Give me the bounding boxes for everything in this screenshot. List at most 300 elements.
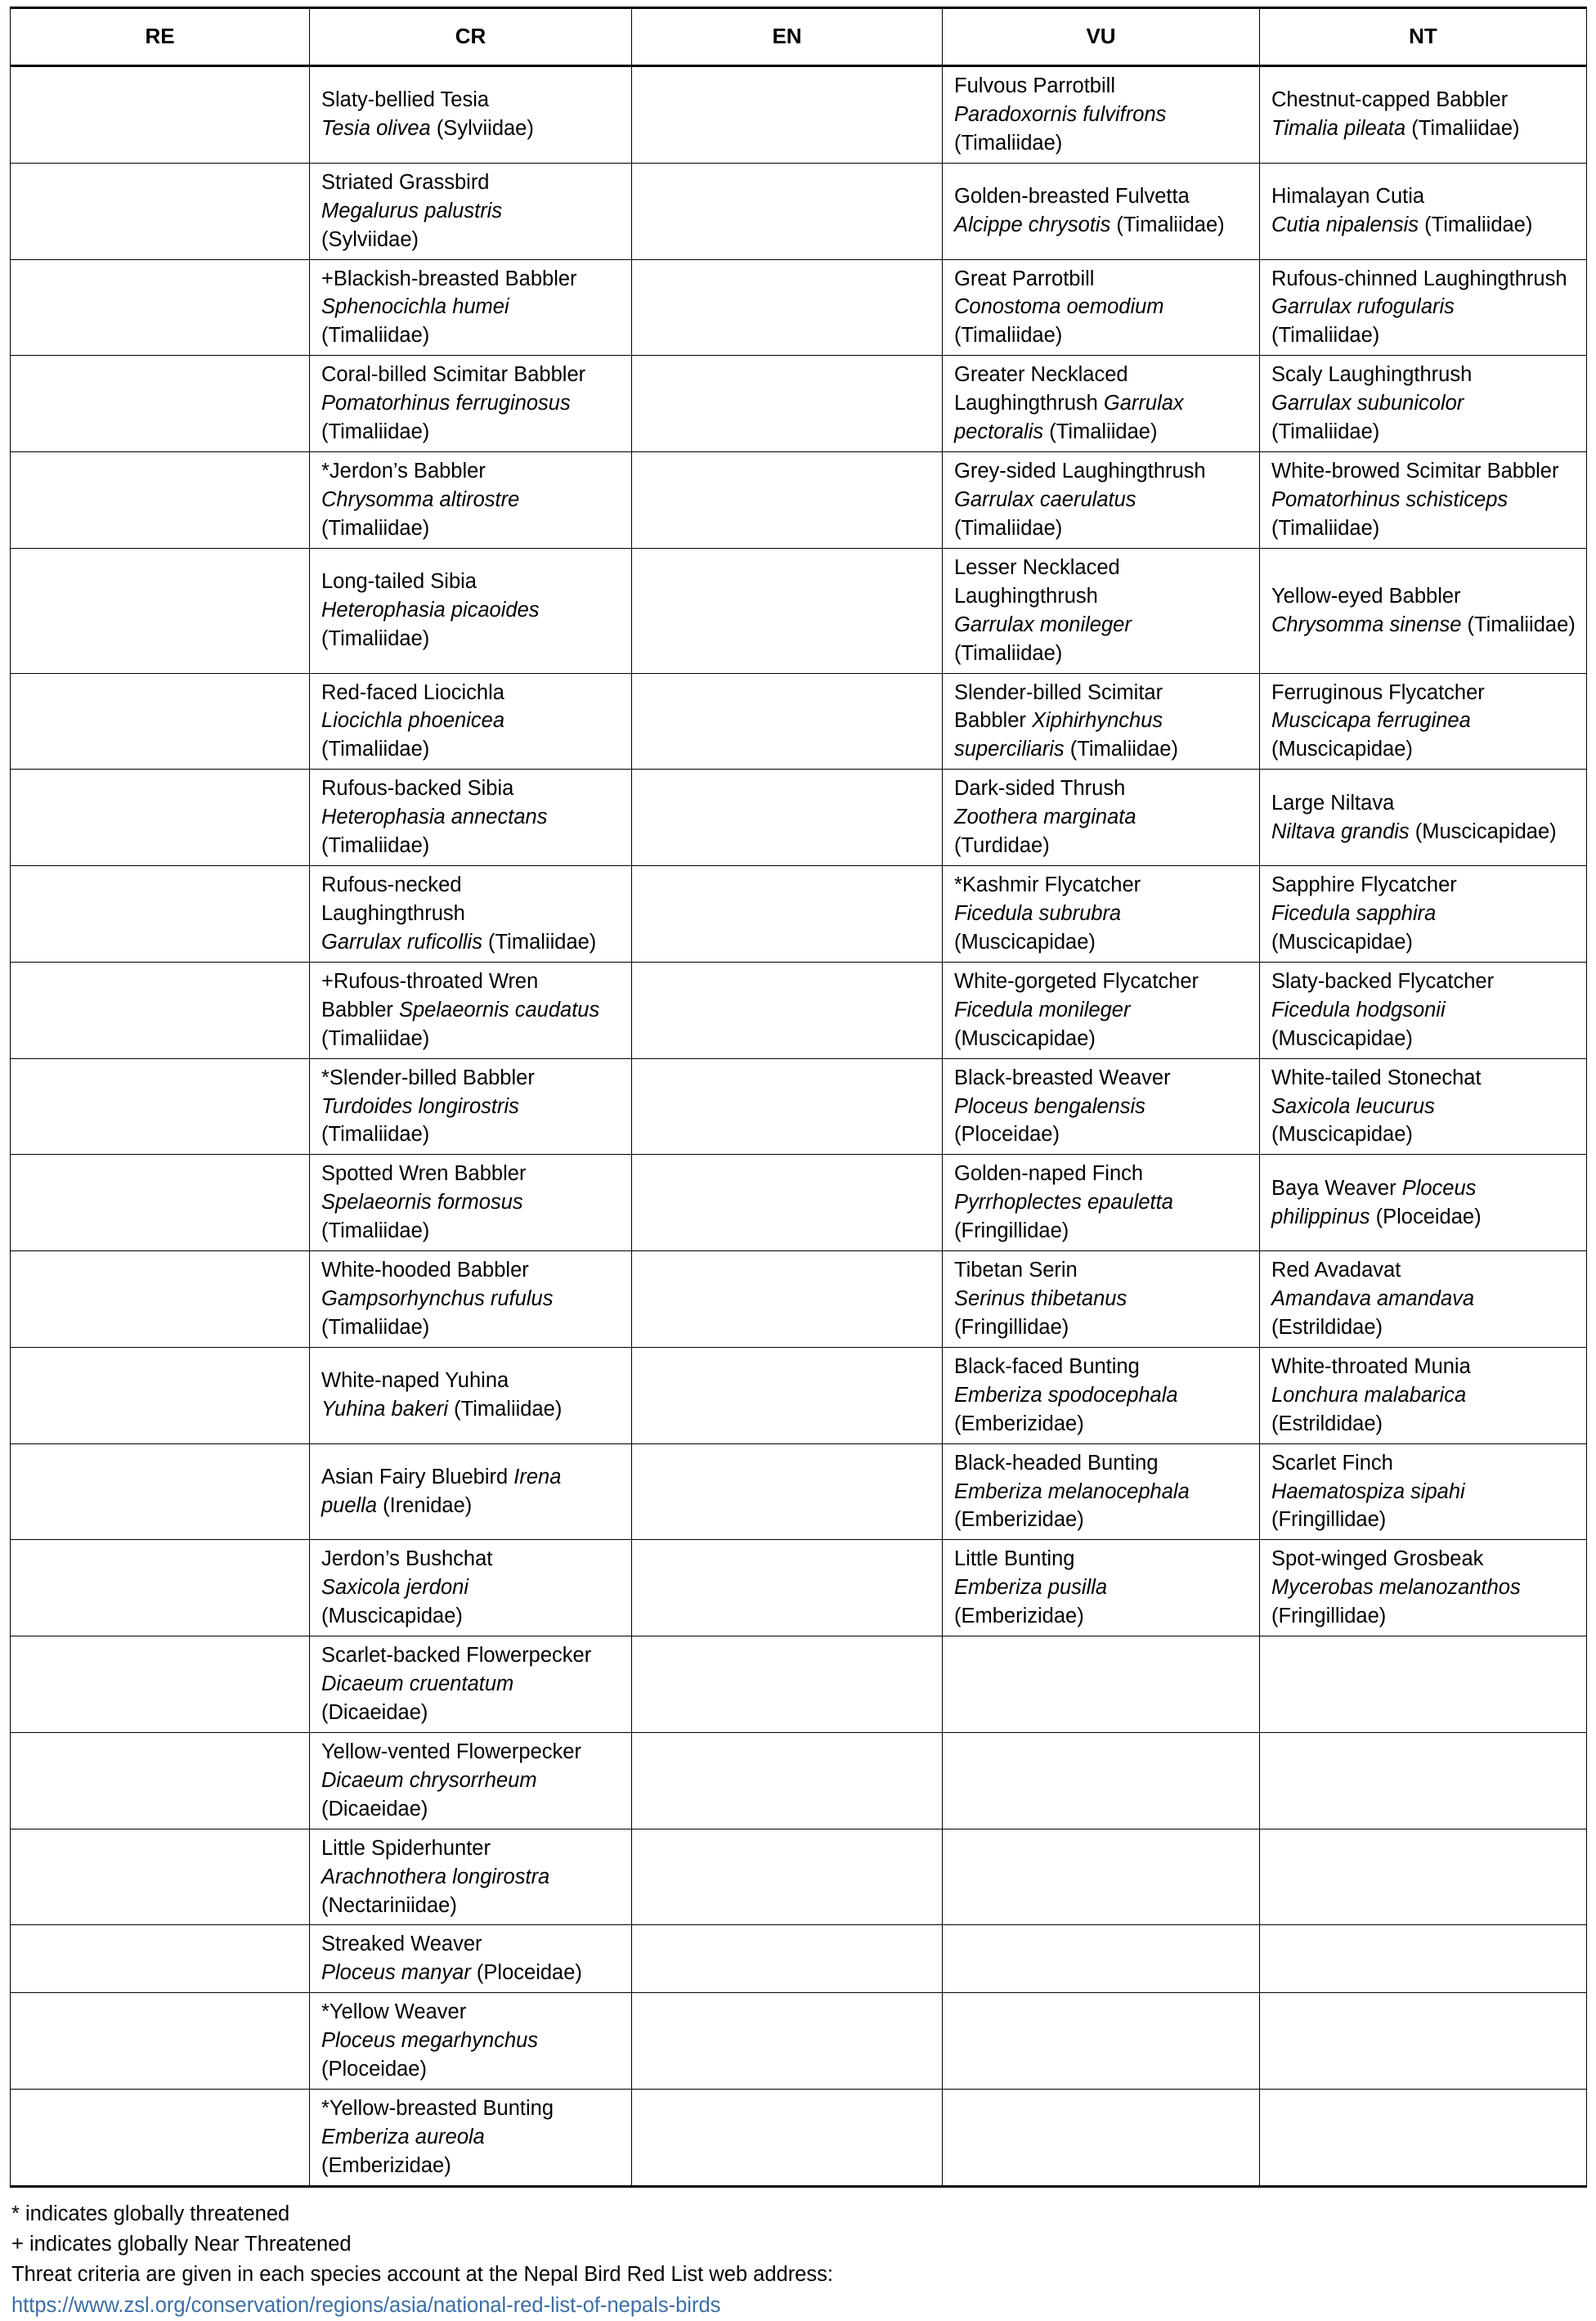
species-entry xyxy=(954,1160,1249,1246)
species-line xyxy=(1271,789,1576,818)
species-line xyxy=(1271,1449,1576,1478)
common-name-text: *Yellow Weaver xyxy=(321,2000,467,2024)
cell-vu xyxy=(943,2090,1260,2187)
species-line xyxy=(1271,1410,1576,1439)
common-name-text: Rufous-backed Sibia xyxy=(321,777,514,801)
species-line xyxy=(954,514,1249,543)
species-entry xyxy=(321,1160,621,1246)
cell-re xyxy=(11,1443,310,1540)
scientific-name: Emberiza pusilla xyxy=(954,1576,1108,1600)
species-line xyxy=(1271,486,1576,514)
common-name-text: Great Parrotbill xyxy=(954,267,1095,290)
species-line xyxy=(954,101,1249,129)
common-name-text: Spotted Wren Babbler xyxy=(321,1162,527,1186)
species-line xyxy=(954,1064,1249,1093)
common-name-text: (Timaliidae) xyxy=(321,738,430,761)
species-line xyxy=(1271,871,1576,900)
species-line xyxy=(954,832,1249,860)
species-entry xyxy=(321,2094,621,2180)
cell-re xyxy=(11,1155,310,1251)
species-entry xyxy=(1271,967,1576,1053)
species-line xyxy=(321,2152,621,2180)
common-name-text: (Timaliidae) xyxy=(1271,516,1380,540)
common-name-text: Laughingthrush xyxy=(954,584,1098,608)
common-name-text: Dark-sided Thrush xyxy=(954,777,1126,801)
scientific-name: Dicaeum chrysorrheum xyxy=(321,1768,537,1792)
scientific-name: Ficedula sapphira xyxy=(1271,901,1437,925)
scientific-name: Ploceus manyar xyxy=(321,1961,471,1985)
species-entry xyxy=(321,967,621,1053)
common-name-text: White-tailed Stonechat xyxy=(1271,1066,1482,1089)
scientific-name: Garrulax subunicolor xyxy=(1271,392,1464,415)
scientific-name: philippinus xyxy=(1271,1205,1370,1228)
species-entry xyxy=(1271,789,1576,846)
cell-re xyxy=(11,1829,310,1925)
cell-re xyxy=(11,866,310,963)
cell-re xyxy=(11,1925,310,1993)
species-entry xyxy=(321,265,621,351)
common-name-text: (Ploceidae) xyxy=(321,2058,427,2081)
species-line xyxy=(954,554,1249,582)
cell-en xyxy=(632,1443,943,1540)
species-line xyxy=(1271,1203,1576,1232)
red-list-table xyxy=(10,7,1587,2188)
table-row xyxy=(11,259,1587,356)
species-line xyxy=(954,1602,1249,1631)
species-line xyxy=(1271,418,1576,447)
nepal-bird-red-list-link[interactable]: https://www.zsl.org/conservation/regions/asia/national-red-list-of-nepals-birds xyxy=(11,2293,721,2317)
scientific-name: Alcippe chrysotis xyxy=(954,213,1111,237)
column-header-nt: NT xyxy=(1260,8,1587,66)
scientific-name: Chrysomma altirostre xyxy=(321,487,520,511)
common-name-text: (Irenidae) xyxy=(377,1494,473,1518)
species-entry xyxy=(954,72,1249,158)
cell-en xyxy=(632,2090,943,2187)
species-line xyxy=(321,226,621,254)
species-entry xyxy=(1271,1174,1576,1232)
species-line xyxy=(321,871,621,900)
cell-nt xyxy=(1260,866,1587,963)
species-entry xyxy=(321,457,621,543)
common-name-text: (Fringillidae) xyxy=(1271,1508,1387,1532)
species-line xyxy=(321,514,621,543)
species-line xyxy=(321,625,621,653)
common-name-text: Red-faced Liocichla xyxy=(321,680,504,704)
species-line xyxy=(1271,1478,1576,1506)
species-line xyxy=(1271,114,1576,143)
common-name-text: Streaked Weaver xyxy=(321,1933,482,1956)
cell-vu xyxy=(943,452,1260,549)
cell-nt xyxy=(1260,66,1587,164)
species-entry xyxy=(321,1256,621,1342)
species-line xyxy=(954,321,1249,350)
species-line xyxy=(954,182,1249,211)
cell-nt xyxy=(1260,673,1587,770)
species-line xyxy=(321,293,621,321)
species-entry xyxy=(954,871,1249,957)
scientific-name: Muscicapa ferruginea xyxy=(1271,709,1471,733)
cell-nt xyxy=(1260,1829,1587,1925)
common-name-text: Lesser Necklaced xyxy=(954,555,1120,579)
cell-vu xyxy=(943,1636,1260,1733)
species-entry xyxy=(954,967,1249,1053)
table-row xyxy=(11,1829,1587,1925)
footnote-threatened: * indicates globally threatened xyxy=(11,2202,290,2225)
scientific-name: pectoralis xyxy=(954,420,1044,444)
cell-vu xyxy=(943,1251,1260,1348)
species-line xyxy=(1271,361,1576,389)
common-name-text: Himalayan Cutia xyxy=(1271,185,1425,209)
common-name-text: *Slender-billed Babbler xyxy=(321,1066,535,1089)
species-line xyxy=(321,361,621,389)
species-line xyxy=(321,1064,621,1093)
species-entry xyxy=(321,1998,621,2084)
species-line xyxy=(1271,818,1576,846)
common-name-text: (Ploceidae) xyxy=(470,1961,582,1985)
species-line xyxy=(1271,900,1576,928)
common-name-text: (Timaliidae) xyxy=(321,420,430,444)
scientific-name: Emberiza spodocephala xyxy=(954,1383,1178,1407)
species-entry xyxy=(321,1064,621,1150)
species-line xyxy=(321,1492,621,1520)
scientific-name: Xiphirhynchus xyxy=(1031,709,1163,733)
species-line xyxy=(321,1959,621,1987)
table-row xyxy=(11,1636,1587,1733)
species-line xyxy=(321,832,621,860)
scientific-name: Irena xyxy=(513,1466,562,1489)
species-line xyxy=(1271,1120,1576,1149)
species-line xyxy=(954,1449,1249,1478)
column-header-cr: CR xyxy=(310,8,632,66)
species-line xyxy=(1271,1574,1576,1602)
scientific-name: Cutia nipalensis xyxy=(1271,213,1419,237)
species-line xyxy=(321,1285,621,1313)
common-name-text: Long-tailed Sibia xyxy=(321,570,477,594)
common-name-text: Laughingthrush xyxy=(321,901,465,925)
species-entry xyxy=(954,182,1249,240)
common-name-text: Red Avadavat xyxy=(1271,1259,1401,1282)
cell-re xyxy=(11,673,310,770)
common-name-text: Scarlet-backed Flowerpecker xyxy=(321,1644,592,1668)
cell-nt xyxy=(1260,452,1587,549)
species-line xyxy=(321,928,621,957)
scientific-name: Chrysomma sinense xyxy=(1271,613,1462,636)
footnote-threat-criteria: Threat criteria are given in each species account at the Nepal Bird Red List web address: xyxy=(11,2263,833,2287)
cell-vu xyxy=(943,1058,1260,1155)
species-entry xyxy=(954,1449,1249,1535)
species-line xyxy=(954,1506,1249,1534)
common-name-text: White-throated Munia xyxy=(1271,1354,1471,1378)
common-name-text: Coral-billed Scimitar Babbler xyxy=(321,363,586,387)
scientific-name: Pomatorhinus schisticeps xyxy=(1271,487,1509,511)
common-name-text: White-browed Scimitar Babbler xyxy=(1271,460,1559,483)
cell-en xyxy=(632,66,943,164)
cell-vu xyxy=(943,962,1260,1058)
species-entry xyxy=(1271,182,1576,240)
common-name-text: *Jerdon’s Babbler xyxy=(321,460,486,483)
scientific-name: Emberiza melanocephala xyxy=(954,1479,1190,1503)
scientific-name: Garrulax caerulatus xyxy=(954,487,1136,511)
cell-vu xyxy=(943,866,1260,963)
species-entry xyxy=(954,1064,1249,1150)
species-line xyxy=(954,928,1249,957)
species-line xyxy=(321,803,621,832)
cell-cr xyxy=(310,1058,632,1155)
species-line xyxy=(321,568,621,596)
species-line xyxy=(321,114,621,143)
scientific-name: Spelaeornis caudatus xyxy=(398,998,600,1021)
species-line xyxy=(321,1120,621,1149)
common-name-text: (Timaliidae) xyxy=(1405,117,1520,141)
table-row xyxy=(11,1347,1587,1443)
species-line xyxy=(321,1930,621,1959)
species-line xyxy=(954,1313,1249,1342)
species-line xyxy=(954,293,1249,321)
species-line xyxy=(1271,679,1576,707)
species-line xyxy=(321,1998,621,2027)
scientific-name: Conostoma oemodium xyxy=(954,295,1164,319)
cell-nt xyxy=(1260,1636,1587,1733)
species-entry xyxy=(321,361,621,447)
cell-cr xyxy=(310,1732,632,1829)
common-name-text: (Timaliidae) xyxy=(321,516,430,540)
species-line xyxy=(954,265,1249,294)
cell-vu xyxy=(943,1443,1260,1540)
species-line xyxy=(321,1574,621,1602)
species-line xyxy=(954,871,1249,900)
cell-nt xyxy=(1260,770,1587,866)
species-line xyxy=(321,1160,621,1188)
species-line xyxy=(321,1188,621,1217)
cell-nt xyxy=(1260,548,1587,673)
common-name-text: Jerdon’s Bushchat xyxy=(321,1547,493,1571)
cell-en xyxy=(632,1155,943,1251)
cell-nt xyxy=(1260,1347,1587,1443)
species-line xyxy=(954,1545,1249,1574)
species-line xyxy=(1271,514,1576,543)
cell-en xyxy=(632,356,943,452)
scientific-name: Saxicola jerdoni xyxy=(321,1576,469,1600)
cell-nt xyxy=(1260,1540,1587,1636)
species-line xyxy=(954,707,1249,735)
common-name-text: (Dicaeidae) xyxy=(321,1797,428,1820)
species-line xyxy=(321,2055,621,2084)
common-name-text: (Emberizidae) xyxy=(321,2153,451,2177)
cell-re xyxy=(11,962,310,1058)
species-line xyxy=(321,967,621,996)
species-line xyxy=(1271,321,1576,350)
common-name-text: (Fringillidae) xyxy=(954,1219,1069,1243)
species-line xyxy=(1271,293,1576,321)
common-name-text: (Timaliidae) xyxy=(1271,324,1380,348)
species-line xyxy=(321,735,621,764)
table-head xyxy=(11,8,1587,66)
table-row xyxy=(11,66,1587,164)
cell-en xyxy=(632,1925,943,1993)
cell-re xyxy=(11,1540,310,1636)
species-line xyxy=(321,1256,621,1285)
species-entry xyxy=(954,265,1249,351)
species-entry xyxy=(1271,265,1576,351)
scientific-name: Ploceus bengalensis xyxy=(954,1094,1145,1118)
table-row xyxy=(11,1925,1587,1993)
species-line xyxy=(954,129,1249,158)
cell-vu xyxy=(943,66,1260,164)
species-line xyxy=(321,679,621,707)
cell-cr xyxy=(310,452,632,549)
common-name-text: Rufous-necked xyxy=(321,873,462,897)
species-entry xyxy=(1271,361,1576,447)
cell-vu xyxy=(943,548,1260,673)
common-name-text: Laughingthrush xyxy=(954,392,1104,415)
species-line xyxy=(321,1367,621,1395)
species-line xyxy=(1271,1093,1576,1121)
species-line xyxy=(321,1602,621,1631)
common-name-text: Chestnut-capped Babbler xyxy=(1271,88,1509,112)
cell-vu xyxy=(943,1829,1260,1925)
species-line xyxy=(954,1574,1249,1602)
cell-en xyxy=(632,1829,943,1925)
scientific-name: Gampsorhynchus rufulus xyxy=(321,1287,554,1311)
species-line xyxy=(1271,211,1576,240)
scientific-name: Ficedula monileger xyxy=(954,998,1131,1021)
common-name-text: Grey-sided Laughingthrush xyxy=(954,460,1206,483)
cell-vu xyxy=(943,1155,1260,1251)
scientific-name: Ploceus xyxy=(1401,1176,1477,1200)
species-line xyxy=(1271,1545,1576,1574)
cell-re xyxy=(11,163,310,259)
species-line xyxy=(321,1313,621,1342)
species-entry xyxy=(1271,1064,1576,1150)
cell-re xyxy=(11,548,310,673)
cell-cr xyxy=(310,259,632,356)
table-row xyxy=(11,548,1587,673)
scientific-name: Garrulax monileger xyxy=(954,613,1132,636)
cell-nt xyxy=(1260,962,1587,1058)
column-header-en: EN xyxy=(632,8,943,66)
species-line xyxy=(954,457,1249,486)
cell-vu xyxy=(943,163,1260,259)
cell-en xyxy=(632,770,943,866)
species-entry xyxy=(321,1367,621,1424)
species-line xyxy=(321,1395,621,1424)
species-entry xyxy=(1271,679,1576,765)
species-line xyxy=(1271,1025,1576,1053)
scientific-name: Megalurus palustris xyxy=(321,199,503,222)
cell-cr xyxy=(310,1540,632,1636)
species-line xyxy=(954,967,1249,996)
common-name-text: Greater Necklaced xyxy=(954,363,1128,387)
common-name-text: Yellow-eyed Babbler xyxy=(1271,584,1461,608)
cell-nt xyxy=(1260,356,1587,452)
scientific-name: Saxicola leucurus xyxy=(1271,1094,1435,1118)
cell-cr xyxy=(310,1155,632,1251)
common-name-text: (Timaliidae) xyxy=(1064,738,1178,761)
common-name-text: (Sylviidae) xyxy=(321,227,419,251)
cell-re xyxy=(11,1636,310,1733)
table-row xyxy=(11,1058,1587,1155)
species-entry xyxy=(954,361,1249,447)
species-line xyxy=(954,211,1249,240)
cell-cr xyxy=(310,962,632,1058)
cell-cr xyxy=(310,1251,632,1348)
column-header-vu: VU xyxy=(943,8,1260,66)
species-line xyxy=(1271,1064,1576,1093)
cell-cr xyxy=(310,866,632,963)
scientific-name: Haematospiza sipahi xyxy=(1271,1479,1465,1503)
species-line xyxy=(954,735,1249,764)
table-row xyxy=(11,452,1587,549)
common-name-text: Yellow-vented Flowerpecker xyxy=(321,1740,581,1763)
common-name-text: (Estrildidae) xyxy=(1271,1315,1383,1339)
cell-cr xyxy=(310,1829,632,1925)
species-line xyxy=(954,1188,1249,1217)
common-name-text: Asian Fairy Bluebird xyxy=(321,1466,514,1489)
scientific-name: Paradoxornis fulvifrons xyxy=(954,102,1167,126)
scientific-name: Emberiza aureola xyxy=(321,2126,485,2148)
cell-vu xyxy=(943,1925,1260,1993)
species-line xyxy=(954,582,1249,611)
scientific-name: Zoothera marginata xyxy=(954,806,1136,829)
species-entry xyxy=(321,1545,621,1631)
cell-cr xyxy=(310,2090,632,2187)
species-line xyxy=(1271,457,1576,486)
cell-en xyxy=(632,1993,943,2090)
common-name-text: Golden-breasted Fulvetta xyxy=(954,185,1190,209)
common-name-text: (Timaliidae) xyxy=(954,131,1063,155)
cell-re xyxy=(11,356,310,452)
species-line xyxy=(321,168,621,197)
common-name-text: (Muscicapidae) xyxy=(954,930,1096,954)
species-line xyxy=(1271,611,1576,640)
cell-en xyxy=(632,452,943,549)
common-name-text: (Timaliidae) xyxy=(321,1026,430,1050)
table-row xyxy=(11,356,1587,452)
species-line xyxy=(1271,1174,1576,1203)
common-name-text: (Timaliidae) xyxy=(321,627,430,651)
common-name-text: (Muscicapidae) xyxy=(954,1026,1096,1050)
cell-cr xyxy=(310,356,632,452)
table-row xyxy=(11,1732,1587,1829)
scientific-name: Pyrrhoplectes epauletta xyxy=(954,1191,1173,1214)
species-line xyxy=(954,72,1249,101)
common-name-text: Sapphire Flycatcher xyxy=(1271,873,1457,897)
cell-vu xyxy=(943,673,1260,770)
species-line xyxy=(954,640,1249,668)
table-row xyxy=(11,866,1587,963)
common-name-text: *Kashmir Flycatcher xyxy=(954,873,1141,897)
common-name-text: (Estrildidae) xyxy=(1271,1412,1383,1435)
species-entry xyxy=(1271,86,1576,143)
cell-nt xyxy=(1260,163,1587,259)
cell-cr xyxy=(310,673,632,770)
common-name-text: Golden-naped Finch xyxy=(954,1162,1144,1186)
common-name-text: Ferruginous Flycatcher xyxy=(1271,680,1485,704)
cell-en xyxy=(632,259,943,356)
species-line xyxy=(1271,1506,1576,1534)
cell-en xyxy=(632,866,943,963)
common-name-text: (Muscicapidae) xyxy=(1271,1123,1413,1147)
cell-re xyxy=(11,1058,310,1155)
species-line xyxy=(321,1892,621,1920)
cell-vu xyxy=(943,1993,1260,2090)
species-line xyxy=(954,1160,1249,1188)
header-row xyxy=(11,8,1587,66)
common-name-text: (Emberizidae) xyxy=(954,1605,1084,1628)
species-entry xyxy=(321,1463,621,1520)
common-name-text: Scaly Laughingthrush xyxy=(1271,363,1473,387)
scientific-name: Turdoides longirostris xyxy=(321,1094,519,1118)
